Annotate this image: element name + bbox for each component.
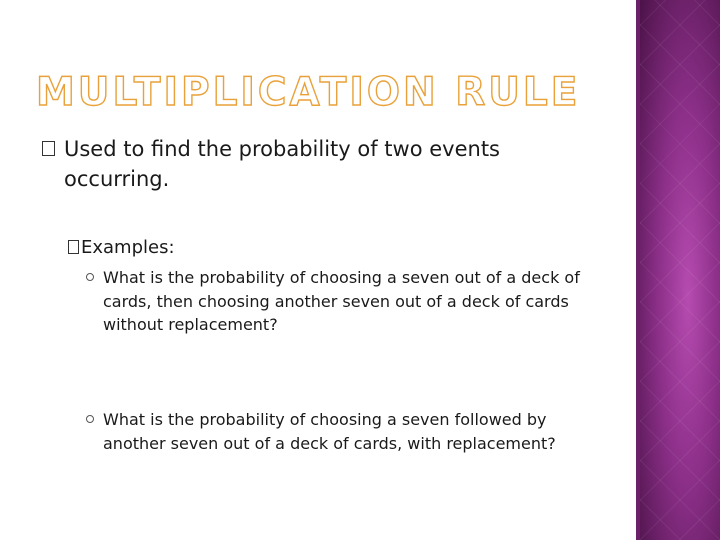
example-item xyxy=(86,266,606,337)
bullet-level1-text: Used to find the probability of two events occurring. xyxy=(64,137,500,191)
example-text: What is the probability of choosing a seven followed by another seven out of a deck of cards, with replacement? xyxy=(103,410,556,453)
bullet-level2 xyxy=(68,236,175,260)
bullet-level1 xyxy=(42,134,602,194)
slide-title: MULTIPLICATION RULE xyxy=(36,70,581,115)
decorative-side-panel xyxy=(640,0,720,540)
bullet-level2-text: Examples: xyxy=(81,237,175,258)
square-bullet-icon xyxy=(68,240,79,254)
square-bullet-icon xyxy=(42,141,55,156)
example-item xyxy=(86,408,606,455)
example-text: What is the probability of choosing a seven out of a deck of cards, then choosing another seven out of a deck of cards without replacement? xyxy=(103,268,580,334)
circle-bullet-icon xyxy=(86,415,94,423)
circle-bullet-icon xyxy=(86,273,94,281)
